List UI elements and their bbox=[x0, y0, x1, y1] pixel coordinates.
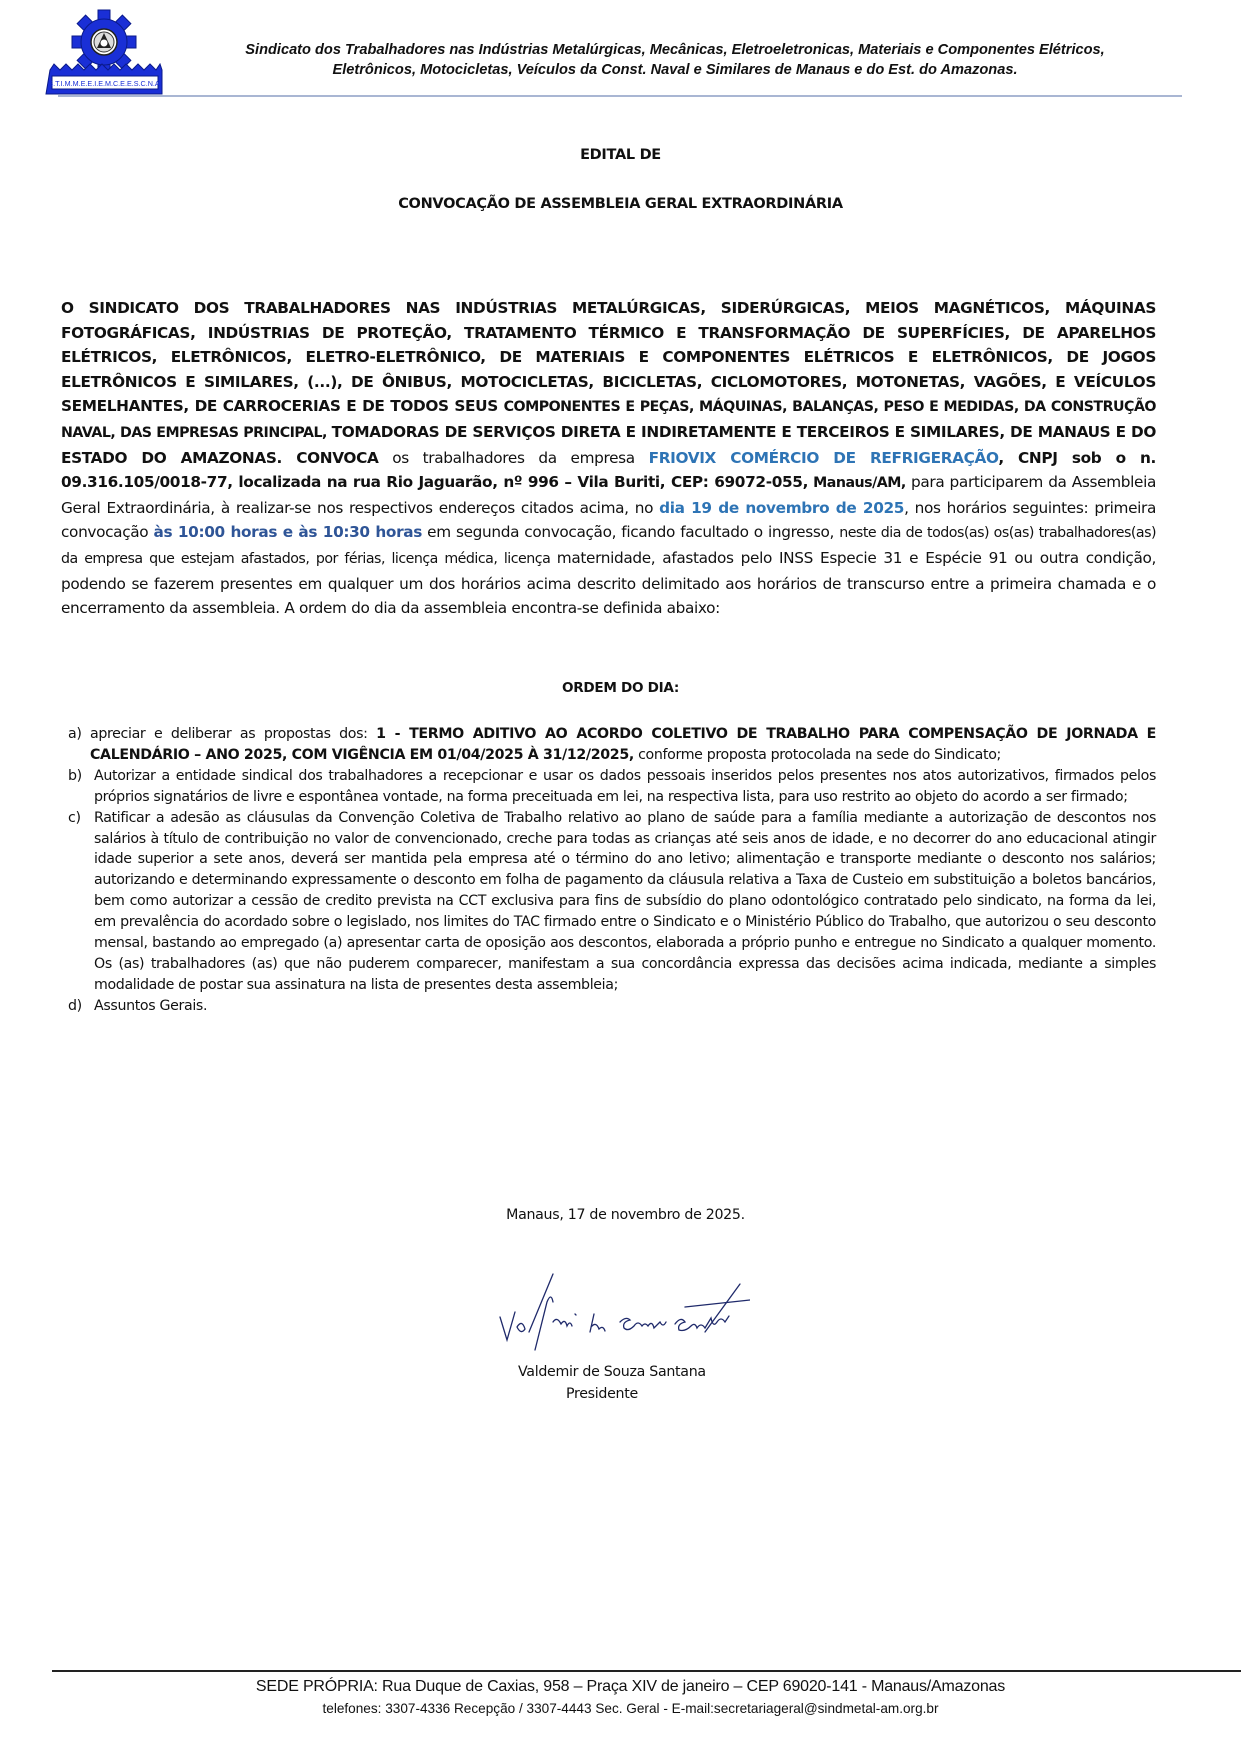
footer-contacts: telefones: 3307-4336 Recepção / 3307-4443 Sec. Geral - E-mail:secretariageral@sindmetal-am.org.br bbox=[322, 1701, 939, 1716]
convocation-text-4: em segunda convocação, ficando facultado o ingresso, bbox=[422, 523, 840, 542]
agenda-item-label: c) bbox=[68, 809, 81, 826]
document-title-line-1: EDITAL DE bbox=[580, 147, 661, 163]
assembly-times: às 10:00 horas e às 10:30 horas bbox=[153, 523, 422, 542]
agenda-heading: ORDEM DO DIA: bbox=[561, 680, 680, 696]
comma: , bbox=[998, 448, 1004, 467]
agenda-a-intro: apreciar e deliberar as propostas dos: bbox=[90, 726, 377, 742]
handwritten-signature bbox=[495, 1272, 750, 1352]
union-name-small: COMPONENTES E PEÇAS, MÁQUINAS, BALANÇAS, PESO E MEDIDAS, DA CONSTRUÇÃO NAVAL, DAS EMPRESAS PRINCIPAL, bbox=[61, 399, 1156, 441]
signer-name: Valdemir de Souza Santana bbox=[518, 1364, 706, 1380]
union-header bbox=[170, 40, 1180, 80]
convocation-text-small: neste dia de todos(as) os(as) trabalhadores(as) da empresa que estejam afastados, por férias, licença médica, licença bbox=[61, 525, 1156, 567]
agenda-item-label: a) bbox=[68, 726, 82, 742]
footer-divider bbox=[52, 1670, 1241, 1672]
agenda-item-label: d) bbox=[68, 997, 82, 1014]
convocation-paragraph bbox=[61, 296, 1156, 621]
header-line-2: Eletrônicos, Motocicletas, Veículos da Const. Naval e Similares de Manaus e do Est. do Amazonas. bbox=[332, 62, 1018, 78]
agenda-list bbox=[68, 724, 1156, 1017]
convocation-text-3: , nos horários seguintes: primeira convocação bbox=[61, 498, 1157, 542]
header-line-1: Sindicato dos Trabalhadores nas Indústrias Metalúrgicas, Mecânicas, Eletroeletronicas, Materiais e Componentes Elétricos, bbox=[245, 42, 1105, 58]
header-divider bbox=[58, 95, 1182, 97]
convocation-text-1: os trabalhadores da empresa bbox=[378, 448, 649, 467]
convocation-text-2: para participarem da Assembleia Geral Extraordinária, à realizar-se nos respectivos endereços citados acima, no bbox=[61, 473, 1157, 517]
company-name: FRIOVIX COMÉRCIO DE REFRIGERAÇÃO bbox=[648, 448, 999, 467]
union-name: O SINDICATO DOS TRABALHADORES NAS INDÚSTRIAS METALÚRGICAS, SIDERÚRGICAS, MEIOS MAGNÉTICOS, MÁQUINAS FOTOGRÁFICAS, INDÚSTRIAS DE PROTEÇÃO, TRATAMENTO TÉRMICO E TRANSFORMAÇÃO DE SUPERFÍCIES, DE APARELHOS ELÉTRICOS, ELETRÔNICOS, ELETRO-ELETRÔNICO, DE MATERIAIS E COMPONENTES ELÉTRICOS E ELETRÔNICOS, DE JOGOS ELETRÔNICOS E SIMILARES, (...), DE ÔNIBUS, MOTOCICLETAS, BICICLETAS, CICLOMOTORES, MOTONETAS, VAGÕES, E VEÍCULOS SEMELHANTES, DE CARROCERIAS E DE TODOS SEUS bbox=[61, 299, 1156, 416]
footer-address: SEDE PRÓPRIA: Rua Duque de Caxias, 958 – Praça XIV de janeiro – CEP 69020-141 - Manaus/Amazonas bbox=[255, 1678, 1006, 1695]
assembly-date: dia 19 de novembro de 2025 bbox=[659, 498, 905, 517]
company-city: Manaus/AM, bbox=[808, 475, 906, 492]
union-name-cont: TOMADORAS DE SERVIÇOS DIRETA E INDIRETAMENTE E TERCEIROS E SIMILARES, DE MANAUS E DO ESTADO DO AMAZONAS. CONVOCA bbox=[61, 422, 1156, 467]
agenda-item-text: Assuntos Gerais. bbox=[94, 997, 208, 1014]
agenda-item-text: Autorizar a entidade sindical dos trabalhadores a recepcionar e usar os dados pessoais inseridos pelos presentes nos atos autorizativos, firmados pelos próprios signatários de livre e espontânea vontade, na forma preceituada em lei, na respectiva lista, para uso restrito ao objeto do acordo a ser firmado; bbox=[94, 767, 1156, 805]
signature-icon bbox=[495, 1272, 750, 1352]
agenda-item-label: b) bbox=[68, 767, 82, 784]
gear-logo-icon bbox=[44, 8, 168, 98]
agenda-item-b bbox=[68, 766, 1156, 808]
convocation-text-5: maternidade, afastados pelo INSS Especie 31 e Espécie 91 ou outra condição, podendo se fazerem presentes em qualquer um dos horários acima descrito delimitado aos horários de transcurso entre a primeira chamada e o encerramento da assembleia. A ordem do dia da assembleia encontra-se definida abaixo: bbox=[61, 548, 1157, 618]
agenda-item-c bbox=[68, 808, 1156, 996]
logo-text: S.T.I.M.M.E.E.I.E.M.C.E.E.S.C.N.A. bbox=[48, 79, 162, 88]
agenda-item-a bbox=[68, 724, 1156, 766]
document-title-line-2: CONVOCAÇÃO DE ASSEMBLEIA GERAL EXTRAORDINÁRIA bbox=[398, 196, 843, 212]
agenda-item-text: Ratificar a adesão as cláusulas da Convenção Coletiva de Trabalho relativo ao plano de saúde para a família mediante a autorização de descontos nos salários à título de contribuição no valor de convencionado, creche para todas as crianças até seis anos de idade, e no decorrer do ano educacional atingir idade superior a sete anos, deverá ser mantida pela empresa até o término do ano letivo; alimentação e transporte mediante o desconto nos salários; autorizando e determinando expressamente o desconto em folha de pagamento da cláusula relativa a Taxa de Custeio em substituição a boletos bancários, bem como autorizar a cessão de credito prevista na CCT exclusiva para fins de subsídio do plano odontológico contratado pelo sindicato, na forma da lei, em prevalência do acordado sobre o legislado, nos limites do TAC firmado entre o Sindicato e o Ministério Público do Trabalho, que autorizou o seu desconto mensal, bastando ao empregado (a) apresentar carta de oposição aos descontos, elaborada a próprio punho e entregue no Sindicato a qualquer momento. Os (as) trabalhadores (as) que não puderem comparecer, manifestam a sua concordância expressa das decisões acima indicada, mediante a simples modalidade de postar sua assinatura na lista de presentes desta assembleia; bbox=[94, 809, 1156, 993]
agenda-a-after: conforme proposta protocolada na sede do Sindicato; bbox=[633, 746, 1001, 763]
agenda-a-bold: 1 - TERMO ADITIVO AO ACORDO COLETIVO DE TRABALHO PARA COMPENSAÇÃO DE JORNADA E CALENDÁRIO – ANO 2025, COM VIGÊNCIA EM 01/04/2025 À 31/12/2025, bbox=[90, 726, 1156, 763]
company-cnpj-address: CNPJ sob o n. 09.316.105/0018-77, localizada na rua Rio Jaguarão, nº 996 – Vila Buriti, CEP: 69072-055, bbox=[61, 448, 1156, 492]
signer-role: Presidente bbox=[566, 1386, 638, 1402]
union-logo bbox=[44, 8, 168, 98]
agenda-item-d bbox=[68, 996, 1156, 1017]
place-and-date: Manaus, 17 de novembro de 2025. bbox=[506, 1207, 745, 1223]
agenda-item-text bbox=[90, 724, 1156, 766]
